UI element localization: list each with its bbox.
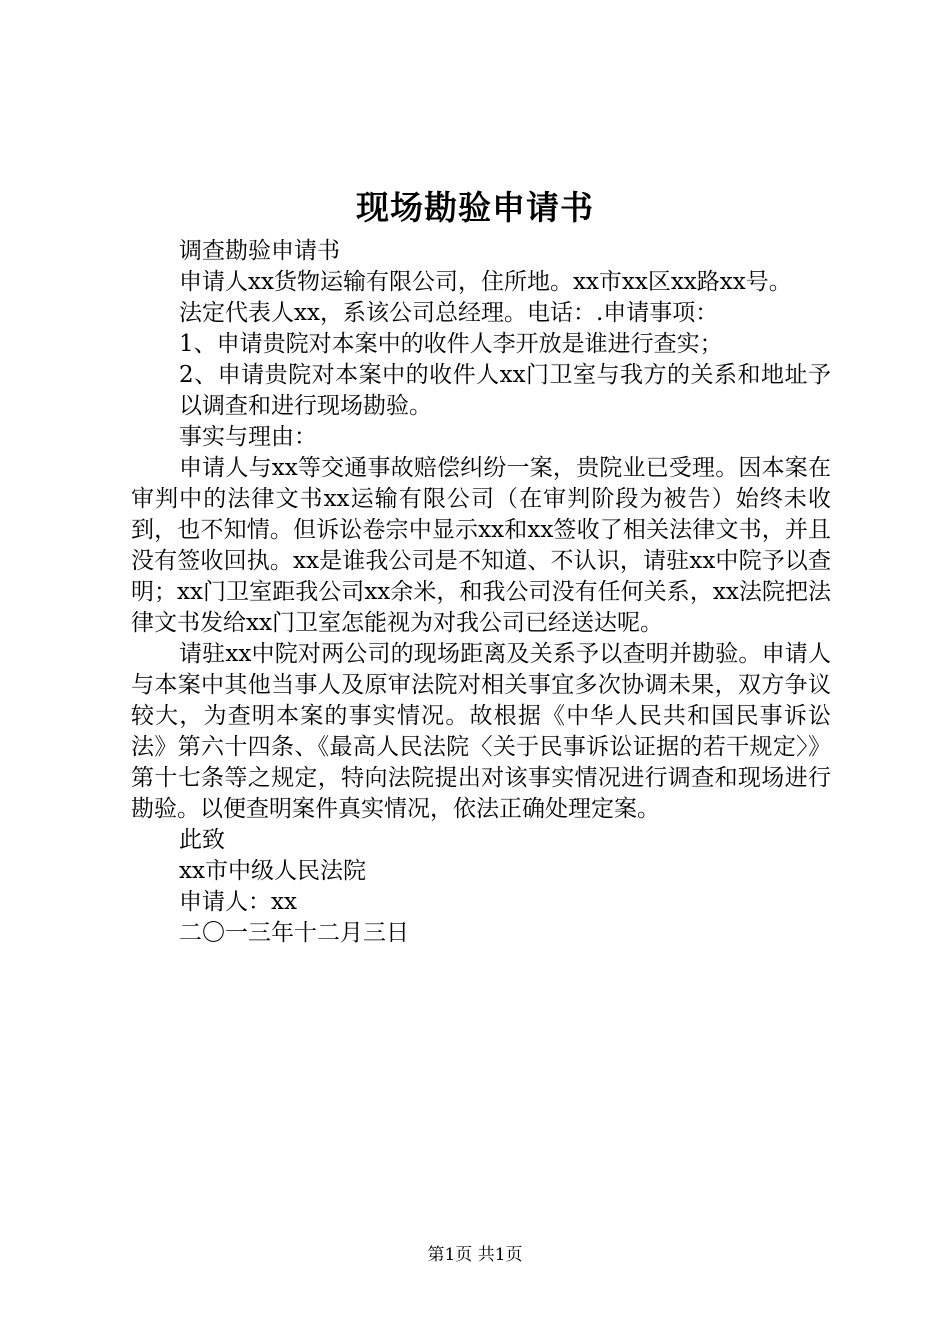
paragraph-recipient: xx市中级人民法院 [179,858,366,884]
document-title: 现场勘验申请书 [356,188,594,227]
paragraph-reasons: 请驻xx中院对两公司的现场距离及关系予以查明并勘验。申请人与本案中其他当事人及原审法院对相关事宜多次协调未果，双方争议较大，为查明本案的事实情况。故根据《中华人民共和国民事诉讼法》第六十四条、《最高人民法院〈关于民事诉讼证据的若干规定〉》第十七条等之规定，特向法院提出对该事实情况进行调查和现场进行勘验。以便查明案件真实情况，依法正确处理定案。 [131,641,831,822]
document-body [131,236,831,949]
paragraph-salutation: 此致 [179,827,225,853]
page-number-footer: 第1页 共1页 [427,1245,523,1265]
paragraph-date: 二〇一三年十二月三日 [179,920,409,946]
paragraph-request-2: 2、申请贵院对本案中的收件人xx门卫室与我方的关系和地址予以调查和进行现场勘验。 [179,362,831,419]
paragraph-representative: 法定代表人xx，系该公司总经理。电话：.申请事项： [179,300,719,326]
paragraph-applicant: 申请人xx货物运输有限公司，住所地。xx市xx区xx路xx号。 [179,269,792,295]
paragraph-request-1: 1、申请贵院对本案中的收件人李开放是谁进行查实； [179,331,723,357]
paragraph-signature: 申请人：xx [179,889,297,915]
paragraph-heading: 调查勘验申请书 [179,238,340,264]
paragraph-facts-heading: 事实与理由： [179,424,317,450]
paragraph-facts: 申请人与xx等交通事故赔偿纠纷一案，贵院业已受理。因本案在审判中的法律文书xx运输有限公司（在审判阶段为被告）始终未收到，也不知情。但诉讼卷宗中显示xx和xx签收了相关法律文书，并且没有签收回执。xx是谁我公司是不知道、不认识，请驻xx中院予以查明；xx门卫室距我公司xx余米，和我公司没有任何关系，xx法院把法律文书发给xx门卫室怎能视为对我公司已经送达呢。 [131,455,831,636]
